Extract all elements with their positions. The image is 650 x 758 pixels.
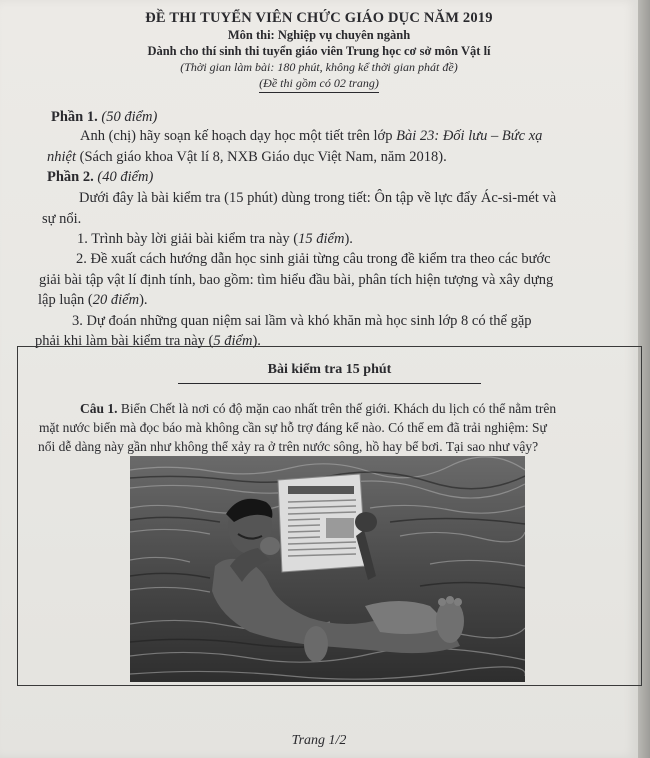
part1-points: (50 điểm): [101, 109, 158, 125]
quiz-question-1-line-2: mặt nước biển mà đọc báo mà không cần sự hỗ trợ đáng kể nào. Có thể em đã trải nghiệm: Sự: [39, 420, 547, 435]
part1-heading: Phần 1.: [51, 109, 98, 125]
quiz-question-1-line-1: Câu 1. Biển Chết là nơi có độ mặn cao nhất trên thế giới. Khách du lịch có thể nằm trên: [80, 401, 557, 416]
part2-intro-2: sự nổi.: [42, 211, 82, 227]
page-number: Trang 1/2: [291, 733, 347, 748]
part2-intro-1: Dưới đây là bài kiểm tra (15 phút) dùng trong tiết: Ôn tập về lực đẩy Ác-si-mét và: [79, 190, 557, 206]
part2-heading: Phần 2.: [47, 169, 94, 185]
part2-task-2-line-3: lập luận (20 điểm).: [38, 292, 148, 308]
exam-subject: Môn thi: Nghiệp vụ chuyên ngành: [227, 28, 411, 42]
part2-task-2-line-2: giải bài tập vật lí định tính, bao gồm: tìm hiểu đầu bài, phân tích hiện tượng và xây dựng: [39, 272, 554, 288]
exam-title: ĐỀ THI TUYỂN VIÊN CHỨC GIÁO DỤC NĂM 2019: [145, 10, 493, 26]
part1-line-1: Anh (chị) hãy soạn kế hoạch dạy học một tiết trên lớp Bài 23: Đối lưu – Bức xạ: [80, 128, 543, 144]
part2-task-3-line-1: 3. Dự đoán những quan niệm sai lầm và khó khăn mà học sinh lớp 8 có thể gặp: [72, 313, 532, 329]
part1-heading-line: [51, 109, 157, 126]
part1-line-2: nhiệt (Sách giáo khoa Vật lí 8, NXB Giáo dục Việt Nam, năm 2018).: [47, 149, 447, 165]
part2-task-1: 1. Trình bày lời giải bài kiểm tra này (15 điểm).: [77, 231, 353, 247]
exam-audience: Dành cho thí sinh thi tuyển giáo viên Trung học cơ sở môn Vật lí: [147, 44, 491, 58]
quiz-question-1-line-3: nổi dễ dàng này gần như không thể xảy ra ở trên nước sông, hồ hay bể bơi. Tại sao như vậy?: [38, 439, 539, 454]
part2-heading-line: [47, 169, 153, 186]
part2-task-2-line-1: 2. Đề xuất cách hướng dẫn học sinh giải từng câu trong đề kiểm tra theo các bước: [76, 251, 551, 267]
part2-points: (40 điểm): [97, 169, 154, 185]
quiz-title: Bài kiểm tra 15 phút: [17, 362, 642, 378]
dead-sea-photo: [130, 456, 525, 682]
exam-time: (Thời gian làm bài: 180 phút, không kể thời gian phát đề): [180, 60, 458, 74]
question-label: Câu 1.: [80, 401, 118, 416]
exam-page-count: (Đề thi gồm có 02 trang): [0, 76, 638, 91]
part2-task-3-line-2: phải khi làm bài kiểm tra này (5 điểm).: [35, 333, 261, 349]
